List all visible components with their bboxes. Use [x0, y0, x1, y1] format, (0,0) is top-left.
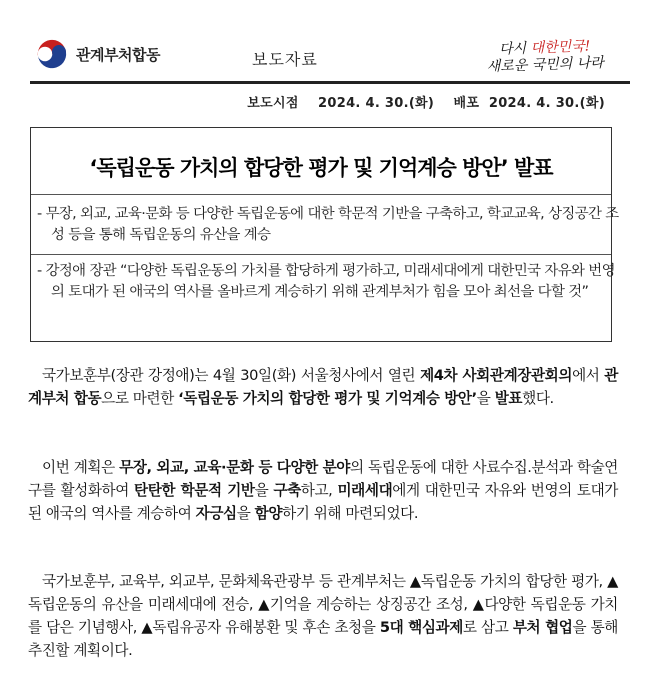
- bold-run: 무장, 외교, 교육·문화 등 다양한 분야: [119, 459, 350, 476]
- text-run: 을 통해 추진할 계획이다.: [28, 619, 618, 659]
- text-run: 국가보훈부, 교육부, 외교부, 문화체육관광부 등 관계부처는 ▲독립운동 가치의 합당한 평가, ▲독립운동의 유산을 미래세대에 전승, ▲기억을 계승하는 상징공간 조성, ▲다양한 독립운동 가치를 담은 기념행사, ▲독립유공자 유해봉환 및 후손 초청을: [28, 573, 618, 636]
- distribution-date: 2024. 4. 30.(화): [488, 96, 605, 111]
- text-run: 하고,: [300, 482, 338, 499]
- bold-run: 함양: [254, 505, 283, 522]
- text-run: 했다.: [522, 390, 554, 407]
- slogan: [469, 37, 620, 76]
- text-run: 국가보훈부(장관 강정애)는 4월 30일(화) 서울청사에서 열린: [42, 367, 421, 384]
- release-dates: [0, 92, 605, 111]
- bold-run: 발표: [494, 390, 523, 407]
- page-header: [0, 0, 660, 92]
- distribution-label: 배포: [453, 96, 480, 111]
- doc-type-label: 보도자료: [252, 50, 318, 69]
- text-run: 이번 계획은: [42, 459, 120, 476]
- text-run: 을: [476, 390, 495, 407]
- release-date: 2024. 4. 30.(화): [318, 96, 435, 111]
- bold-run: 탄탄한 학문적 기반: [134, 482, 255, 499]
- bold-run: 부처 협업: [512, 619, 573, 636]
- text-run: 에게 대한민국 자유와 번영의 토대가 된 애국의 역사를 계승하여: [28, 482, 618, 522]
- bold-run: 미래세대: [337, 482, 393, 499]
- press-title: ‘독립운동 가치의 합당한 평가 및 기억계승 방안’ 발표: [89, 156, 553, 180]
- slogan-line-2: 새로운 국민의 나라: [486, 54, 605, 76]
- org-name: 관계부처합동: [76, 45, 160, 64]
- bold-run: 5대 핵심과제: [379, 619, 463, 636]
- taegeuk-emblem-icon: [34, 36, 70, 72]
- text-run: 을: [236, 505, 255, 522]
- bold-run: 자긍심: [195, 505, 237, 522]
- title-divider: [31, 194, 611, 195]
- bold-run: 관계부처 합동: [28, 367, 618, 407]
- text-run: 하기 위해 마련되었다.: [282, 505, 419, 522]
- body-paragraph-2: [28, 456, 618, 525]
- government-logo: [34, 36, 160, 72]
- release-label: 보도시점: [247, 96, 299, 111]
- slogan-line-1: 다시 대한민국!: [498, 38, 591, 58]
- text-run: 으로 마련한: [101, 390, 179, 407]
- bold-run: 구축: [273, 482, 301, 499]
- summary-bullet-1: - 무장, 외교, 교육·문화 등 다양한 독립운동에 대한 학문적 기반을 구축하고, 학교교육, 상징공간 조성 등을 통해 독립운동의 유산을 계승: [37, 206, 619, 243]
- bullet-divider: [31, 254, 611, 255]
- body-paragraph-3: [28, 570, 618, 662]
- summary-box: [30, 127, 619, 342]
- bold-run: ‘독립운동 가치의 합당한 평가 및 기억계승 방안’: [178, 390, 477, 407]
- text-run: 을: [254, 482, 274, 499]
- bold-run: 제4차 사회관계장관회의: [420, 367, 573, 384]
- text-run: 에서: [572, 367, 605, 384]
- text-run: 로 삼고: [462, 619, 513, 636]
- summary-bullet-2: - 강정애 장관 “다양한 독립운동의 가치를 합당하게 평가하고, 미래세대에게 대한민국 자유와 번영의 토대가 된 애국의 역사를 올바르게 계승하기 위해 관계부처가 힘을 모아 최선을 다할 것”: [37, 263, 615, 300]
- body-paragraph-1: [28, 364, 618, 410]
- text-run: 의 독립운동에 대한 사료수집.분석과 학술연구를 활성화하여: [28, 459, 618, 499]
- header-divider: [30, 81, 630, 84]
